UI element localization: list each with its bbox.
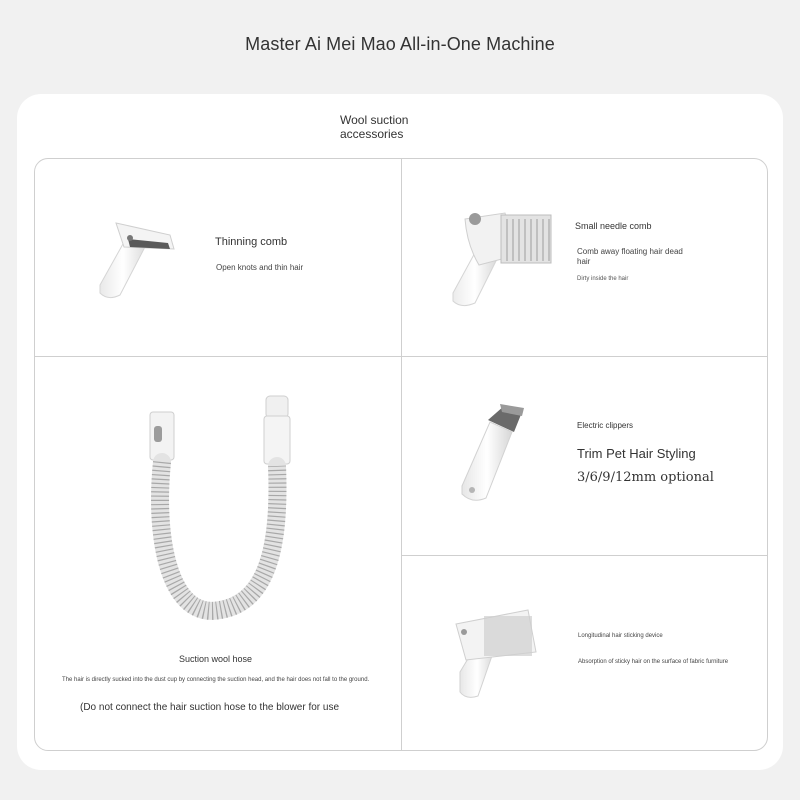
hose-note: (Do not connect the hair suction hose to the blower for use <box>80 702 340 713</box>
clippers-name: Electric clippers <box>577 421 634 430</box>
hose-icon <box>140 390 310 630</box>
hair-roller-icon <box>444 602 544 702</box>
clippers-icon <box>452 398 537 508</box>
needle-comb-icon <box>445 205 565 310</box>
hair-roller-description: Absorption of sticky hair on the surface of fabric furniture <box>578 659 729 665</box>
section-heading-line2: accessories <box>340 127 404 141</box>
grid-divider-horizontal-right <box>402 555 768 556</box>
thinning-comb-description: Open knots and thin hair <box>216 263 304 272</box>
section-heading-line1: Wool suction <box>340 113 409 127</box>
page-title: Master Ai Mei Mao All-in-One Machine <box>245 34 555 54</box>
clippers-description: Trim Pet Hair Styling <box>577 446 696 461</box>
thinning-comb-name: Thinning comb <box>215 236 288 248</box>
grid-divider-vertical <box>401 159 402 750</box>
hose-name: Suction wool hose <box>179 654 253 664</box>
clippers-options: 3/6/9/12mm optional <box>577 470 714 485</box>
hose-description: The hair is directly sucked into the dust cup by connecting the suction head, and the hair does not fall to the ground. <box>62 677 370 683</box>
needle-comb-name: Small needle comb <box>575 221 652 231</box>
section-heading <box>340 113 460 141</box>
needle-comb-description: Comb away floating hair dead hair <box>577 247 683 266</box>
hair-roller-name: Longitudinal hair sticking device <box>578 633 663 639</box>
grid-divider-horizontal <box>35 356 767 357</box>
needle-comb-note: Dirty inside the hair <box>577 276 629 282</box>
thinning-comb-icon <box>88 205 188 305</box>
